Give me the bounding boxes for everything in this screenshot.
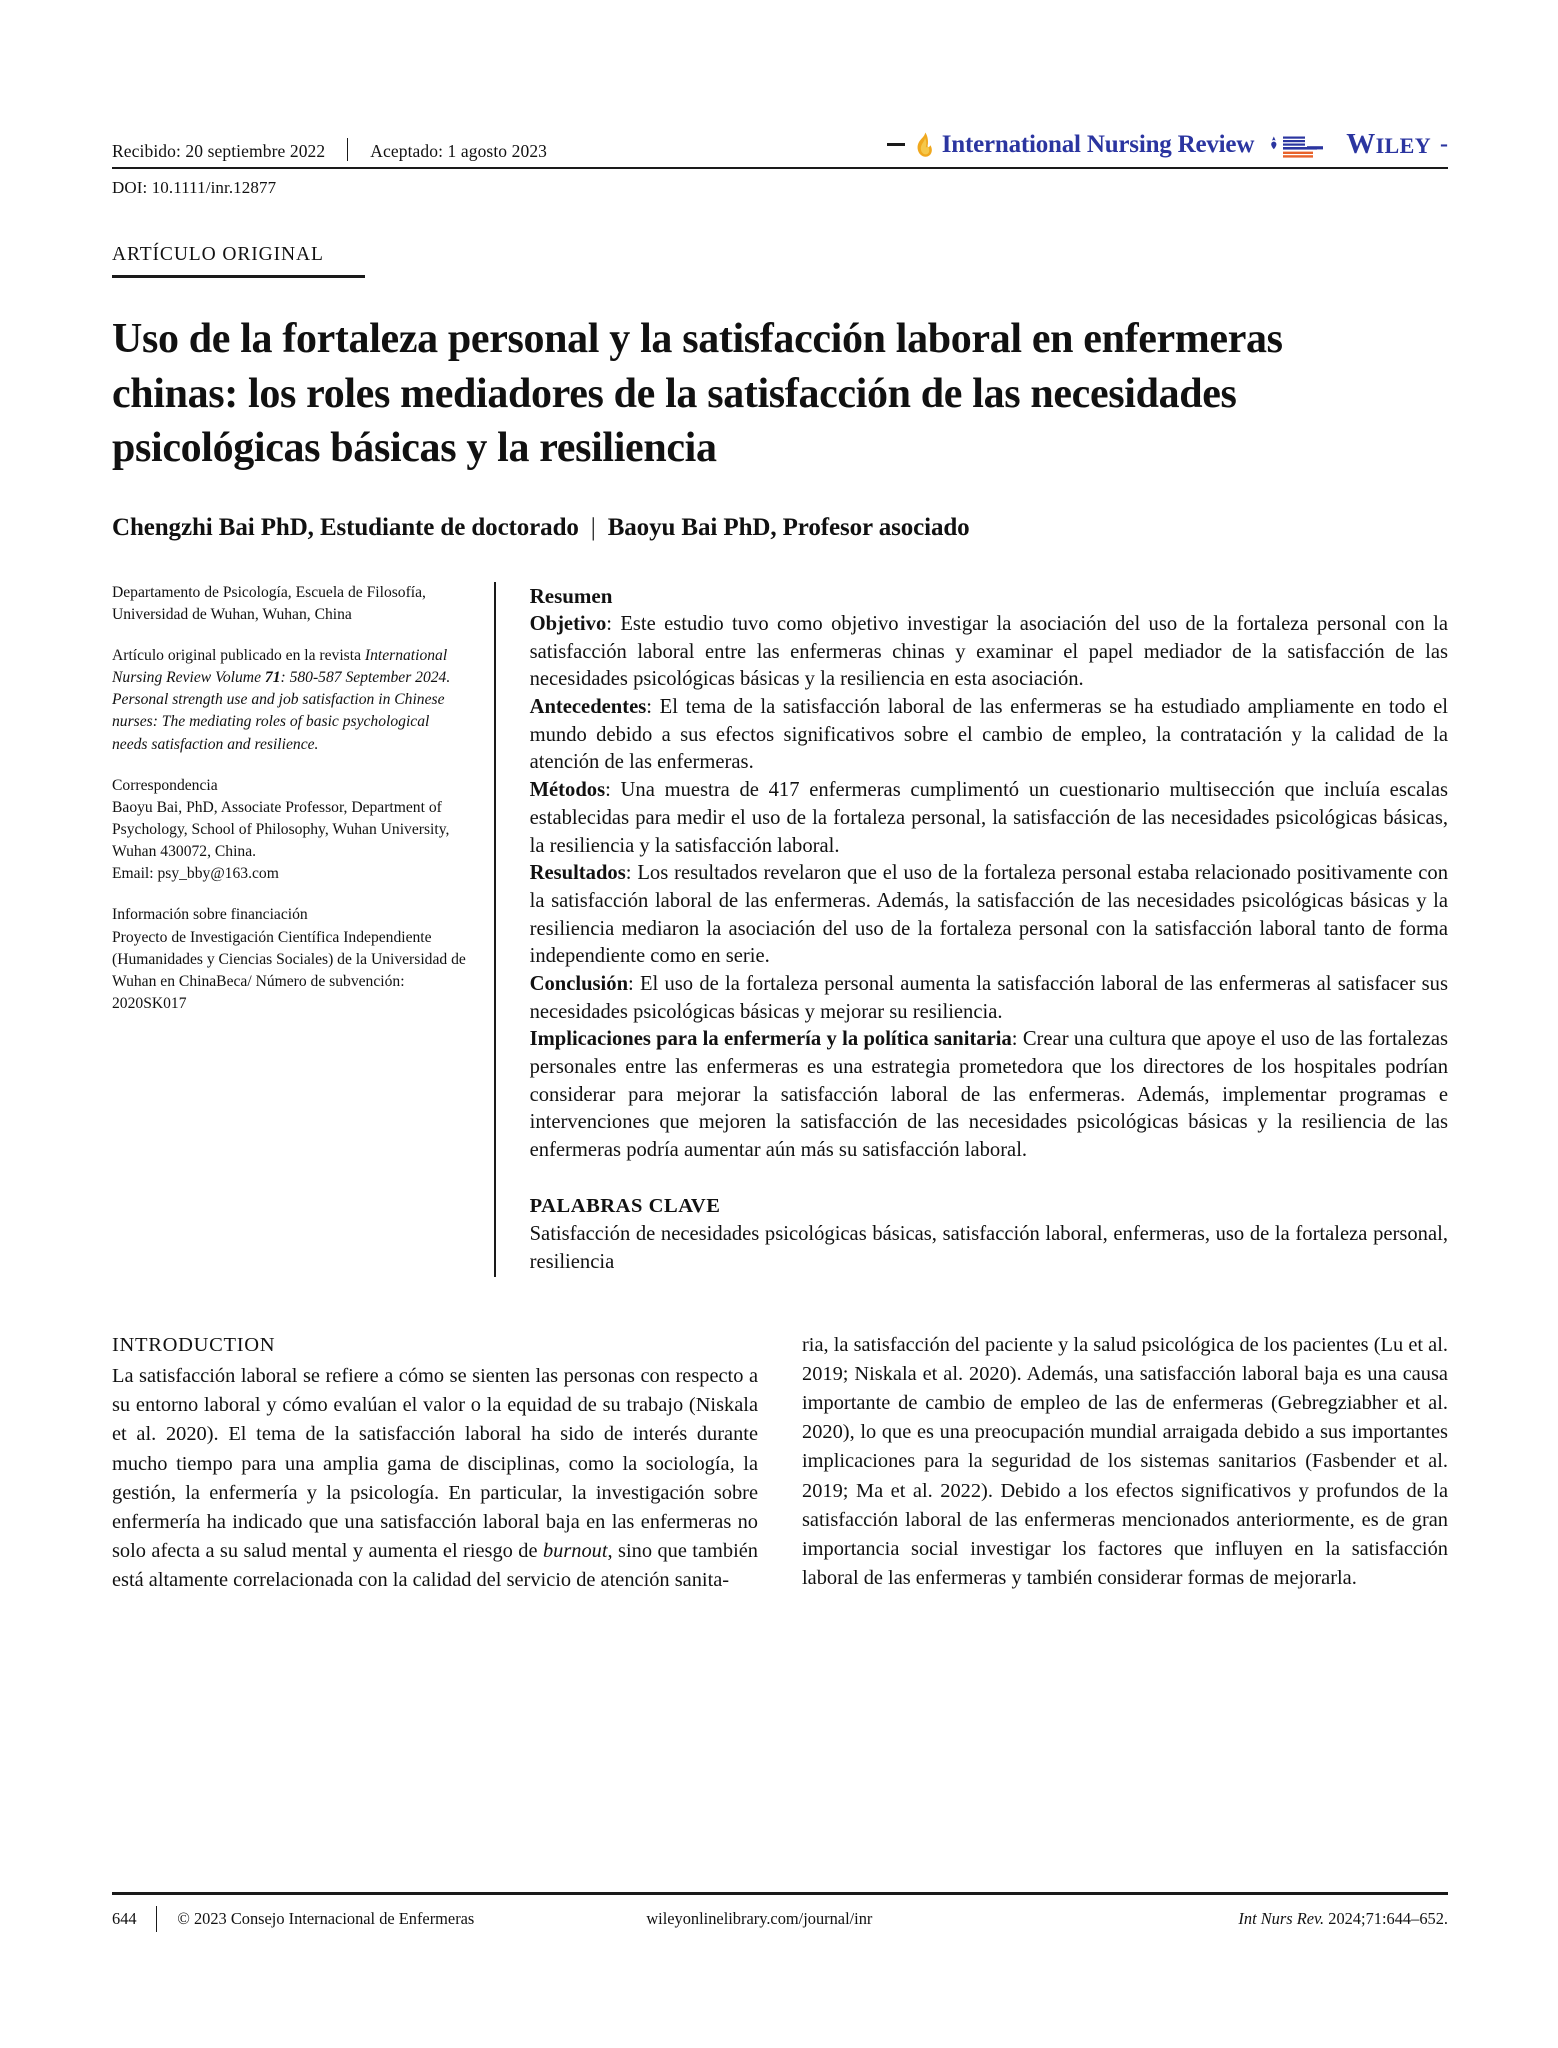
correspondence-address: Baoyu Bai, PhD, Associate Professor, Department of Psychology, School of Philosophy, Wuhan University, Wuhan 430072, China.	[112, 798, 450, 861]
footer-row	[112, 1906, 1448, 1932]
section-heading-introduction: INTRODUCTION	[112, 1333, 276, 1356]
copyright-notice: © 2023 Consejo Internacional de Enfermeras	[177, 1908, 475, 1928]
received-date: Recibido: 20 septiembre 2022	[112, 141, 326, 161]
abstract-text-conclusion: : El uso de la fortaleza personal aumenta la satisfacción laboral de las enfermeras al satisfacer sus necesidades psicológicas básicas y mejorar su resiliencia.	[529, 972, 1448, 1023]
keywords-heading: PALABRAS CLAVE	[529, 1194, 721, 1217]
author-second: Baoyu Bai PhD, Profesor asociado	[607, 513, 970, 541]
intro-text-part1: La satisfacción laboral se refiere a cómo se sienten las personas con respecto a su entorno laboral y cómo evalúan el valor o la equidad de su trabajo (Niskala et al. 2020). El tema de la satisfacción laboral ha sido de interés durante mucho tiempo para una amplia gama de disciplinas, como la sociología, la gestión, la enfermería y la psicología. En particular, la investigación sobre enfermería ha indicado que una satisfacción laboral baja en las enfermeras no solo afecta a su salud mental y aumenta el riesgo de	[112, 1365, 758, 1563]
page-footer	[112, 1892, 1448, 1932]
page-header	[112, 126, 1448, 162]
body-column-left	[112, 1331, 758, 1596]
abstract-text-objetivo: : Este estudio tuvo como objetivo investigar la asociación del uso de la fortaleza personal con la satisfacción laboral entre las enfermeras chinas y examinar el papel mediador de la satisfacción de las necesidades psicológicas básicas y la resiliencia en esta asociación.	[529, 613, 1448, 691]
abstract-label-metodos: Métodos	[529, 779, 606, 802]
page-content	[112, 126, 1448, 1595]
wiley-dash: -	[1440, 131, 1448, 157]
introduction-paragraph-right: ria, la satisfacción del paciente y la salud psicológica de los pacientes (Lu et al. 2019; Niskala et al. 2020). Además, una satisfacción laboral baja es una causa importante de cambio de empleo de las de enfermeras (Gebregziabher et al. 2020), lo que es una preocupación mundial arraigada debido a sus importantes implicaciones para la seguridad de los sistemas sanitarios (Fasbender et al. 2019; Ma et al. 2022). Debido a los efectos significativos y profundos de la satisfacción laboral de las enfermeras mencionados anteriormente, es de gran importancia social investigar los factores que influyen en la satisfacción laboral de las enfermeras y también considerar formas de mejorarla.	[802, 1333, 1448, 1590]
article-type-rule	[112, 275, 365, 278]
citation-volume-pages: 2024;71:644–652.	[1324, 1908, 1448, 1928]
abstract-paragraph	[530, 860, 1448, 971]
metadata-sidebar	[112, 582, 494, 1277]
footer-rule	[112, 1892, 1448, 1895]
icn-logo-icon	[1263, 133, 1337, 161]
funding-heading: Información sobre financiación	[112, 906, 308, 924]
journal-title: International Nursing Review	[941, 130, 1255, 158]
abstract-label-resultados: Resultados	[529, 862, 626, 885]
abstract-text-implicaciones: : Crear una cultura que apoye el uso de las fortalezas personales entre las enfermeras es una estrategia prometedora que los directores de los hospitales podrían considerar para mejorar la satisfacción laboral de las enfermeras. Además, implementar programas e intervenciones que mejoren la satisfacción de las necesidades psicológicas básicas y la resiliencia de las enfermeras podría aumentar aún más su satisfacción laboral.	[529, 1028, 1448, 1162]
journal-url[interactable]: wileyonlinelibrary.com/journal/inr	[646, 1908, 873, 1928]
intro-italic-burnout: burnout	[542, 1540, 608, 1563]
flame-icon	[916, 132, 933, 159]
abstract-label-objetivo: Objetivo	[529, 613, 607, 636]
correspondence-email[interactable]: Email: psy_bby@163.com	[112, 865, 279, 883]
intro-text-part2: , sino que también está altamente correlacionada con la calidad del servicio de atención sanita-	[112, 1540, 758, 1592]
author-list	[112, 514, 1448, 542]
introduction-paragraph-left	[112, 1362, 758, 1595]
doi-line: DOI: 10.1111/inr.12877	[112, 178, 277, 197]
funding-details: Proyecto de Investigación Científica Independiente (Humanidades y Ciencias Sociales) de la Universidad de Wuhan en ChinaBeca/ Número de subvención: 2020SK017	[112, 928, 466, 1013]
article-type-label: ARTÍCULO ORIGINAL	[112, 244, 324, 265]
body-column-right	[802, 1331, 1448, 1596]
abstract-section	[496, 582, 1448, 1277]
orig-note-journal: International Nursing Review Volume	[112, 647, 448, 687]
orig-note-lead: Artículo original publicado en la revista	[112, 647, 365, 665]
abstract-paragraph	[530, 611, 1448, 694]
abstract-paragraph	[530, 971, 1448, 1026]
author-first: Chengzhi Bai PhD, Estudiante de doctorado	[112, 513, 579, 541]
abstract-paragraph	[530, 694, 1448, 777]
correspondence-heading: Correspondencia	[112, 776, 218, 794]
abstract-row	[112, 582, 1448, 1277]
correspondence-block	[112, 775, 468, 886]
author-separator: |	[590, 513, 596, 541]
abstract-text-resultados: : Los resultados revelaron que el uso de la fortaleza personal estaba relacionado positivamente con la satisfacción laboral de las enfermeras. Además, la satisfacción de las necesidades psicológicas básicas y la resiliencia mediaron la asociación del uso de la fortaleza personal con la satisfacción laboral tanto de forma independiente como en serie.	[529, 862, 1448, 968]
abstract-label-implicaciones: Implicaciones para la enfermería y la política sanitaria	[529, 1028, 1012, 1051]
orig-note-volume: 71	[264, 669, 281, 687]
footer-divider	[156, 1906, 157, 1932]
abstract-label-conclusion: Conclusión	[529, 972, 629, 995]
abstract-text-metodos: : Una muestra de 417 enfermeras cumplimentó un cuestionario multisección que incluía escalas establecidas para medir el uso de la fortaleza personal, la satisfacción de las necesidades psicológicas básicas, la resiliencia y la satisfacción laboral.	[529, 779, 1448, 857]
abstract-text-antecedentes: : El tema de la satisfacción laboral de las enfermeras se ha estudiado ampliamente en todo el mundo debido a sus efectos significativos sobre el cambio de empleo, la contratación y la calidad de la atención de las enfermeras.	[529, 696, 1448, 774]
affiliation-block: Departamento de Psicología, Escuela de Filosofía, Universidad de Wuhan, Wuhan, China	[112, 583, 426, 623]
funding-block	[112, 904, 468, 1015]
submission-dates	[112, 134, 547, 162]
accepted-date: Aceptado: 1 agosto 2023	[370, 141, 548, 161]
keywords-list: Satisfacción de necesidades psicológicas básicas, satisfacción laboral, enfermeras, uso de la fortaleza personal, resiliencia	[529, 1223, 1448, 1274]
page-number: 644	[112, 1908, 137, 1928]
date-divider	[347, 138, 348, 161]
journal-branding	[887, 128, 1448, 162]
wiley-logo: WILEY	[1346, 128, 1431, 160]
abstract-paragraph	[530, 1026, 1448, 1164]
body-columns	[112, 1331, 1448, 1596]
abstract-heading: Resumen	[529, 583, 613, 608]
citation-line	[1238, 1909, 1448, 1929]
brand-rule	[887, 143, 905, 146]
page-title: Uso de la fortaleza personal y la satisfacción laboral en enfermeras chinas: los roles mediadores de la satisfacción de las necesidades psicológicas básicas y la resiliencia	[112, 316, 1283, 472]
abstract-label-antecedentes: Antecedentes	[529, 696, 647, 719]
citation-journal: Int Nurs Rev.	[1238, 1908, 1325, 1928]
original-publication-note	[112, 645, 468, 756]
orig-note-pages: : 580-587 September 2024. Personal strength use and job satisfaction in Chinese nurses: The mediating roles of basic psychological needs satisfaction and resilience.	[112, 669, 451, 753]
abstract-paragraph	[530, 777, 1448, 860]
header-rule	[112, 167, 1448, 169]
